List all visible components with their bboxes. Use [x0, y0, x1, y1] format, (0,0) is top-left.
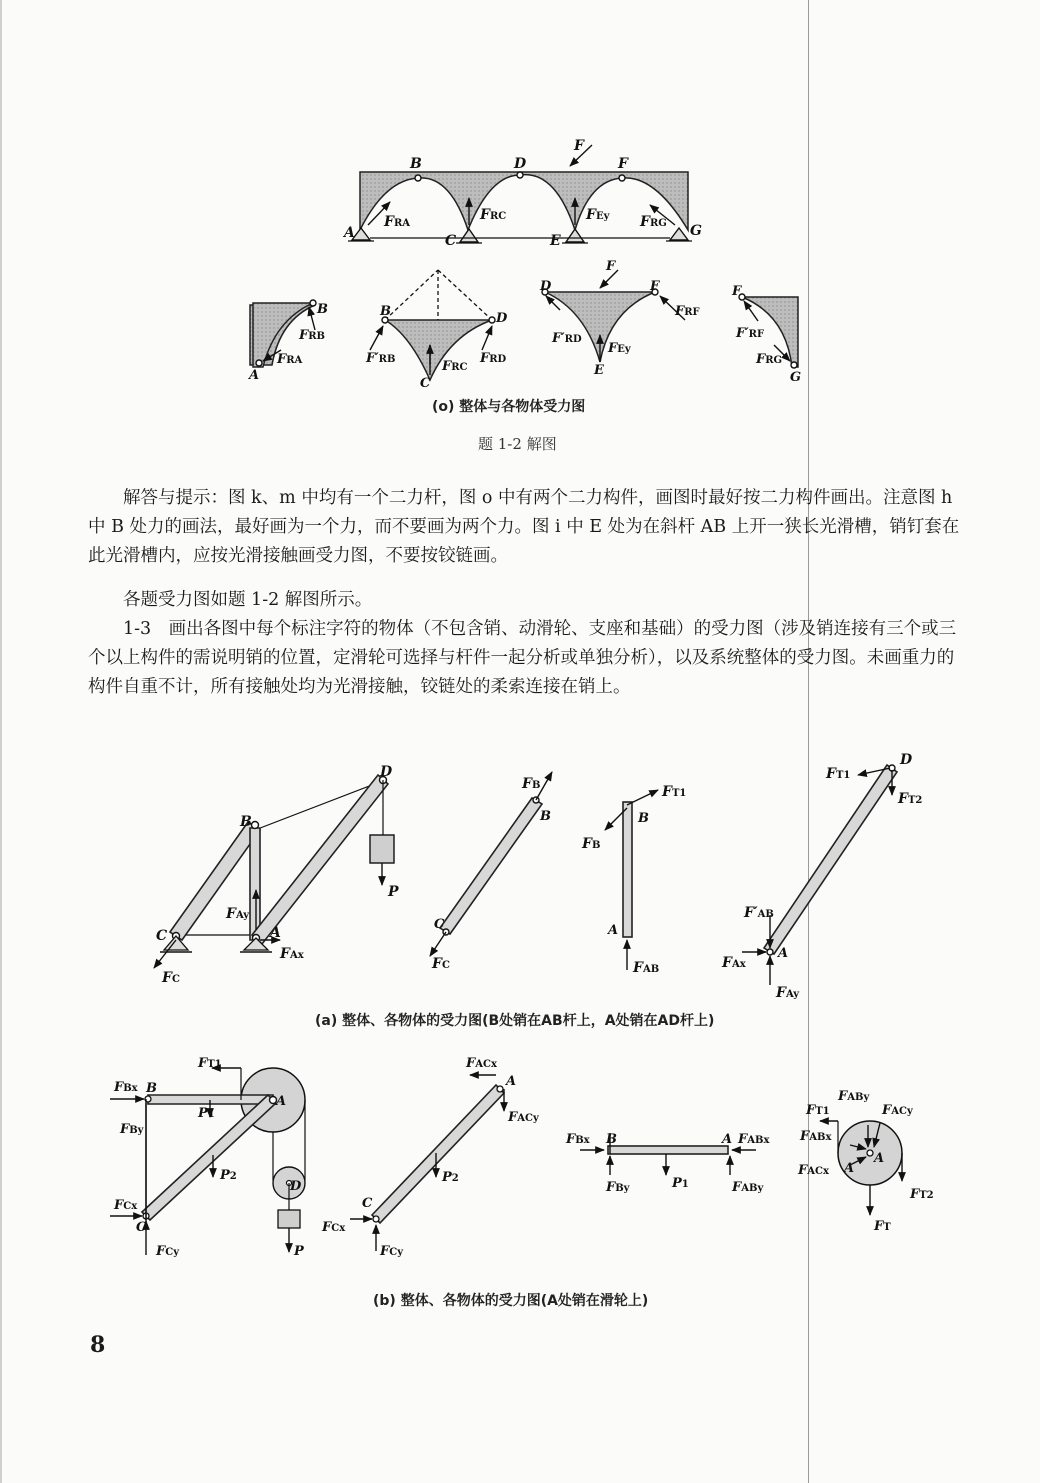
svg-text:D: D — [290, 1179, 302, 1194]
answer-note-text: 各题受力图如题 1-2 解图所示。 — [123, 590, 373, 610]
problem-1-3-paragraph — [88, 615, 968, 702]
svg-text:F: F — [650, 279, 660, 294]
svg-text:C: C — [362, 1196, 373, 1211]
bar-AB — [250, 828, 260, 940]
weight-P-b — [278, 1210, 300, 1228]
pin-B — [415, 175, 421, 181]
svg-text:FBx: FBx — [566, 1132, 590, 1147]
svg-text:P2: P2 — [442, 1170, 459, 1185]
svg-text:B: B — [540, 809, 551, 824]
svg-text:FCy: FCy — [156, 1244, 180, 1259]
figure-o-subcaption: 题 1-2 解图 — [478, 435, 557, 453]
svg-text:B: B — [638, 811, 649, 826]
figure-o-body-FG — [728, 285, 808, 385]
svg-text:A: A — [506, 1074, 517, 1089]
svg-text:B: B — [146, 1081, 157, 1096]
label-A: A — [344, 225, 355, 241]
support-E — [566, 229, 584, 242]
label-C: C — [445, 233, 457, 249]
svg-text:FC: FC — [162, 970, 180, 986]
svg-text:FT2: FT2 — [898, 791, 923, 807]
bar-AB-isolated — [623, 802, 632, 937]
svg-text:A: A — [844, 1161, 855, 1176]
label-F: F — [618, 156, 628, 172]
figure-o-diagram — [330, 130, 730, 395]
svg-text:P1: P1 — [198, 1106, 215, 1121]
svg-text:P: P — [388, 884, 399, 900]
label-F-RD: FRD — [480, 351, 507, 366]
svg-text:FBx: FBx — [114, 1080, 138, 1095]
svg-text:FAx: FAx — [280, 946, 304, 962]
svg-text:C: C — [136, 1220, 147, 1235]
hint-text: 解答与提示：图 k、m 中均有一个二力杆，图 o 中有两个二力构件，画图时最好按二力构件画出。注意图 h 中 B 处力的画法，最好画为一个力，而不要画为两个力。图 i 中 E 处为在斜杆 AB 上开一狭长光滑槽，销钉套在此光滑槽内，应按光滑接触画受力图，不要按铰链画。 — [88, 488, 960, 566]
svg-text:C: C — [156, 928, 168, 944]
label-Fp-RD: F′RD — [552, 331, 582, 346]
svg-text:FT1: FT1 — [198, 1056, 222, 1071]
left-scan-edge — [0, 0, 2, 1483]
svg-text:FT: FT — [874, 1219, 891, 1234]
svg-text:E: E — [594, 363, 604, 378]
svg-text:B: B — [380, 304, 391, 319]
label-F-Ey: FEy — [586, 207, 610, 223]
svg-text:C: C — [434, 917, 445, 932]
label-load-F: F — [574, 138, 584, 154]
svg-text:FACx: FACx — [466, 1056, 497, 1071]
svg-text:FRA: FRA — [277, 352, 303, 367]
bar-AD — [252, 775, 388, 944]
svg-text:G: G — [790, 370, 802, 385]
label-F-RC: FRC — [480, 207, 507, 223]
svg-text:FAB: FAB — [633, 960, 660, 976]
pin-F — [619, 175, 625, 181]
svg-text:FT2: FT2 — [910, 1187, 934, 1202]
svg-text:FEy: FEy — [608, 341, 631, 356]
svg-text:FABx: FABx — [738, 1132, 770, 1147]
svg-text:A: A — [249, 368, 260, 383]
svg-text:FAx: FAx — [722, 955, 746, 971]
label-F-RG: FRG — [640, 214, 667, 230]
figure-o-body-AB — [245, 295, 330, 385]
answer-note-paragraph — [88, 586, 968, 615]
svg-text:FCx: FCx — [322, 1220, 346, 1235]
bar-AC-isolated — [372, 1085, 504, 1223]
bar-BC — [170, 822, 260, 940]
weight-P — [370, 835, 394, 863]
label-Fp-RF: F′RF — [736, 326, 765, 341]
svg-text:A: A — [874, 1151, 885, 1166]
svg-text:FT1: FT1 — [806, 1103, 830, 1118]
solution-hint-paragraph — [88, 484, 968, 571]
svg-text:FABx: FABx — [800, 1129, 832, 1144]
label-D: D — [514, 156, 527, 172]
svg-text:P1: P1 — [672, 1176, 689, 1191]
svg-text:FT1: FT1 — [826, 766, 851, 782]
svg-text:P2: P2 — [220, 1168, 237, 1183]
svg-text:FT1: FT1 — [662, 784, 687, 800]
label-B: B — [410, 156, 422, 172]
svg-text:FACx: FACx — [798, 1163, 829, 1178]
svg-text:B: B — [317, 302, 328, 317]
bar-BC-isolated — [440, 798, 542, 934]
label-F-RB: FRB — [299, 328, 325, 343]
label-E: E — [550, 233, 561, 249]
svg-text:A: A — [778, 946, 789, 961]
support-C — [460, 229, 478, 242]
svg-text:FACy: FACy — [882, 1103, 913, 1118]
pin-D — [517, 172, 523, 178]
svg-text:A: A — [608, 923, 619, 938]
bar-AB-horizontal-isolated — [608, 1146, 728, 1154]
svg-text:FCx: FCx — [114, 1198, 138, 1213]
svg-text:FABy: FABy — [838, 1089, 870, 1104]
figure-a-AD-labels — [720, 745, 923, 1010]
svg-text:C: C — [420, 376, 431, 391]
svg-text:F: F — [732, 284, 742, 299]
svg-text:FAy: FAy — [226, 906, 250, 922]
svg-text:FACy: FACy — [508, 1110, 539, 1125]
label-Fp-RB: F′RB — [366, 351, 396, 366]
support-G — [670, 228, 688, 240]
body-BCD — [385, 320, 492, 380]
svg-text:F: F — [606, 259, 616, 274]
label-G: G — [690, 223, 702, 239]
page-number: 8 — [90, 1332, 106, 1358]
svg-text:A: A — [270, 925, 281, 941]
svg-text:FBy: FBy — [606, 1180, 630, 1195]
svg-text:FBy: FBy — [120, 1122, 144, 1137]
figure-b-caption: (b) 整体、各物体的受力图(A处销在滑轮上) — [373, 1293, 649, 1309]
figure-a-caption: (a) 整体、各物体的受力图(B处销在AB杆上，A处销在AD杆上) — [315, 1013, 715, 1029]
svg-text:FAy: FAy — [776, 985, 800, 1001]
svg-text:D: D — [540, 279, 552, 294]
svg-text:FC: FC — [432, 956, 450, 972]
svg-text:B: B — [240, 814, 252, 830]
svg-text:D: D — [496, 311, 508, 326]
svg-text:FRG: FRG — [756, 352, 783, 367]
svg-text:FB: FB — [582, 836, 601, 852]
figure-o-caption: (o) 整体与各物体受力图 — [432, 399, 586, 415]
svg-text:FABy: FABy — [732, 1180, 764, 1195]
svg-text:F′AB: F′AB — [744, 905, 774, 921]
figure-b-pulley-labels — [790, 1080, 950, 1240]
label-F-RF: FRF — [675, 304, 700, 319]
svg-text:FB: FB — [522, 776, 541, 792]
svg-text:FCy: FCy — [380, 1244, 404, 1259]
svg-text:B: B — [606, 1132, 617, 1147]
svg-text:FRC: FRC — [442, 359, 468, 374]
svg-text:D: D — [380, 764, 393, 780]
svg-text:A: A — [722, 1132, 733, 1147]
svg-text:A: A — [276, 1094, 287, 1109]
svg-text:D: D — [900, 752, 913, 768]
problem-1-3-text: 1-3 画出各图中每个标注字符的物体（不包含销、动滑轮、支座和基础）的受力图（涉及销连接有三个或三个以上构件的需说明销的位置，定滑轮可选择与杆件一起分析或单独分析），以及系统整体的受力图。未画重力的构件自重不计，所有接触处均为光滑接触，铰链处的柔索连接在销上。 — [88, 619, 957, 697]
svg-text:P: P — [294, 1244, 304, 1259]
figure-a-diagram — [130, 760, 810, 1005]
label-F-RA: FRA — [384, 214, 411, 230]
